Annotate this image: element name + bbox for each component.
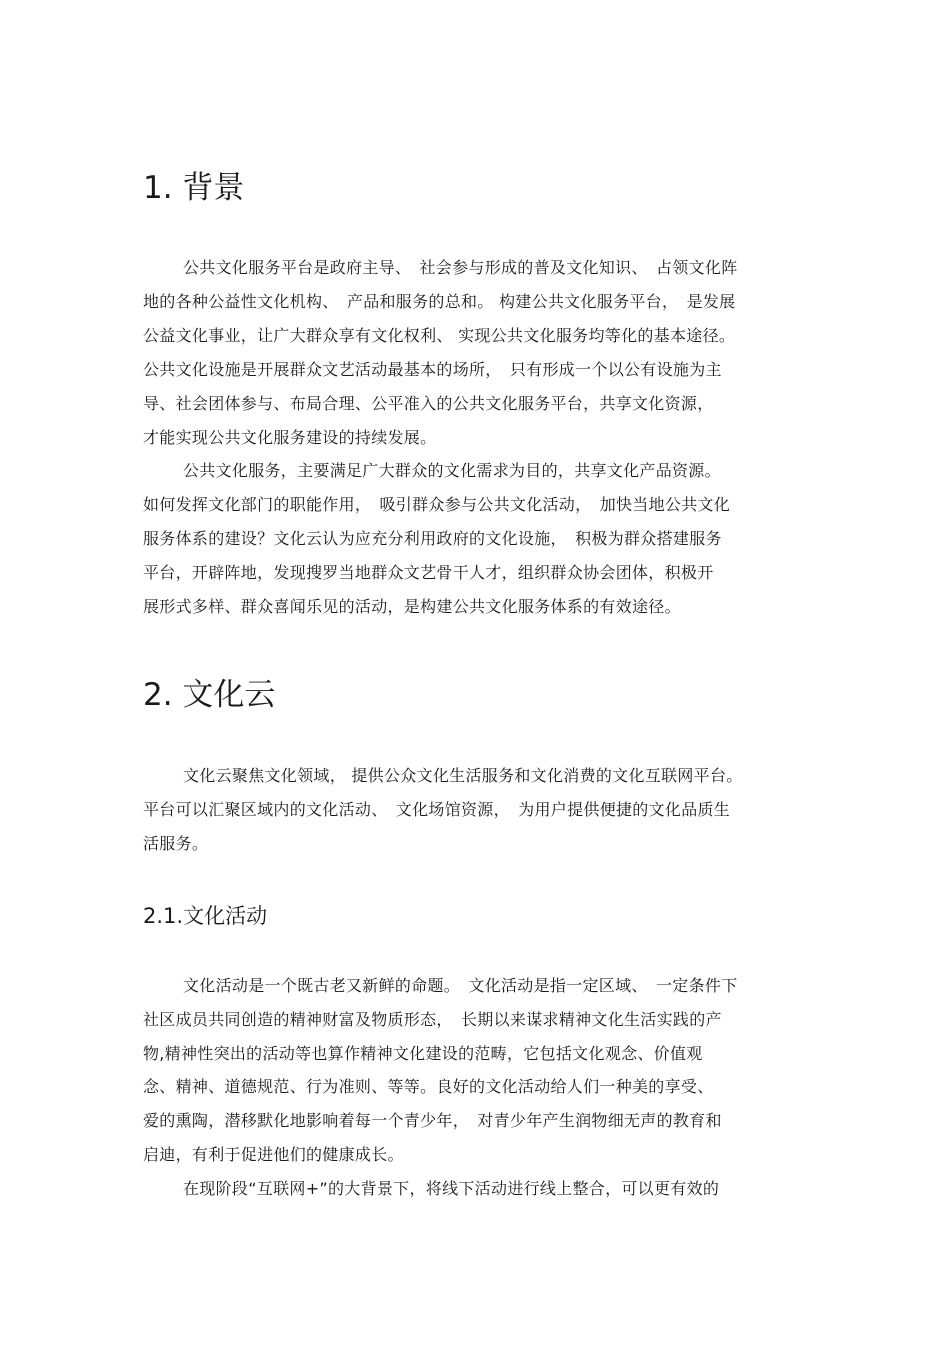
text-line: 地的各种公益性文化机构、 产品和服务的总和。 构建公共文化服务平台， 是发展: [143, 292, 736, 311]
text-line: 平台可以汇聚区域内的文化活动、 文化场馆资源， 为用户提供便捷的文化品质生: [143, 800, 731, 819]
text-line: 文化活动是一个既古老又新鲜的命题。 文化活动是指一定区域、 一定条件下: [183, 976, 738, 995]
text-line: 爱的熏陶，潜移默化地影响着每一个青少年， 对青少年产生润物细无声的教育和: [143, 1111, 722, 1130]
text-line: 公益文化事业，让广大群众享有文化权利、 实现公共文化服务均等化的基本途径。: [143, 326, 736, 345]
text-line: 导、社会团体参与、布局合理、公平准入的公共文化服务平台，共享文化资源，: [143, 394, 714, 413]
text-line: 公共文化服务平台是政府主导、 社会参与形成的普及文化知识、 占领文化阵: [183, 258, 738, 277]
text-line: 平台，开辟阵地，发现搜罗当地群众文艺骨干人才，组织群众协会团体，积极开: [143, 563, 714, 582]
text-line: 启迪，有利于促进他们的健康成长。: [143, 1145, 404, 1164]
text-line: 活服务。: [143, 834, 209, 853]
text-line: 公共文化设施是开展群众文艺活动最基本的场所， 只有形成一个以公有设施为主: [143, 360, 722, 379]
section-heading-background: 1. 背景: [143, 170, 245, 206]
text-line: 才能实现公共文化服务建设的持续发展。: [143, 428, 437, 447]
text-line: 在现阶段“互联网+”的大背景下，将线下活动进行线上整合，可以更有效的: [183, 1179, 720, 1198]
text-line: 服务体系的建设？文化云认为应充分利用政府的文化设施， 积极为群众搭建服务: [143, 529, 722, 548]
text-line: 文化云聚焦文化领域， 提供公众文化生活服务和文化消费的文化互联网平台。: [183, 766, 743, 785]
text-line: 展形式多样、群众喜闻乐见的活动，是构建公共文化服务体系的有效途径。: [143, 597, 681, 616]
text-line: 物,精神性突出的活动等也算作精神文化建设的范畴，它包括文化观念、价值观: [143, 1044, 703, 1063]
section-heading-culture-cloud: 2. 文化云: [143, 677, 276, 713]
text-line: 如何发挥文化部门的职能作用， 吸引群众参与公共文化活动， 加快当地公共文化: [143, 495, 731, 514]
text-line: 公共文化服务，主要满足广大群众的文化需求为目的，共享文化产品资源。: [183, 461, 721, 480]
subsection-heading-cultural-activities: 2.1.文化活动: [143, 904, 268, 928]
text-line: 念、精神、道德规范、行为准则、等等。良好的文化活动给人们一种美的享受、: [143, 1077, 714, 1096]
text-line: 社区成员共同创造的精神财富及物质形态， 长期以来谋求精神文化生活实践的产: [143, 1010, 722, 1029]
